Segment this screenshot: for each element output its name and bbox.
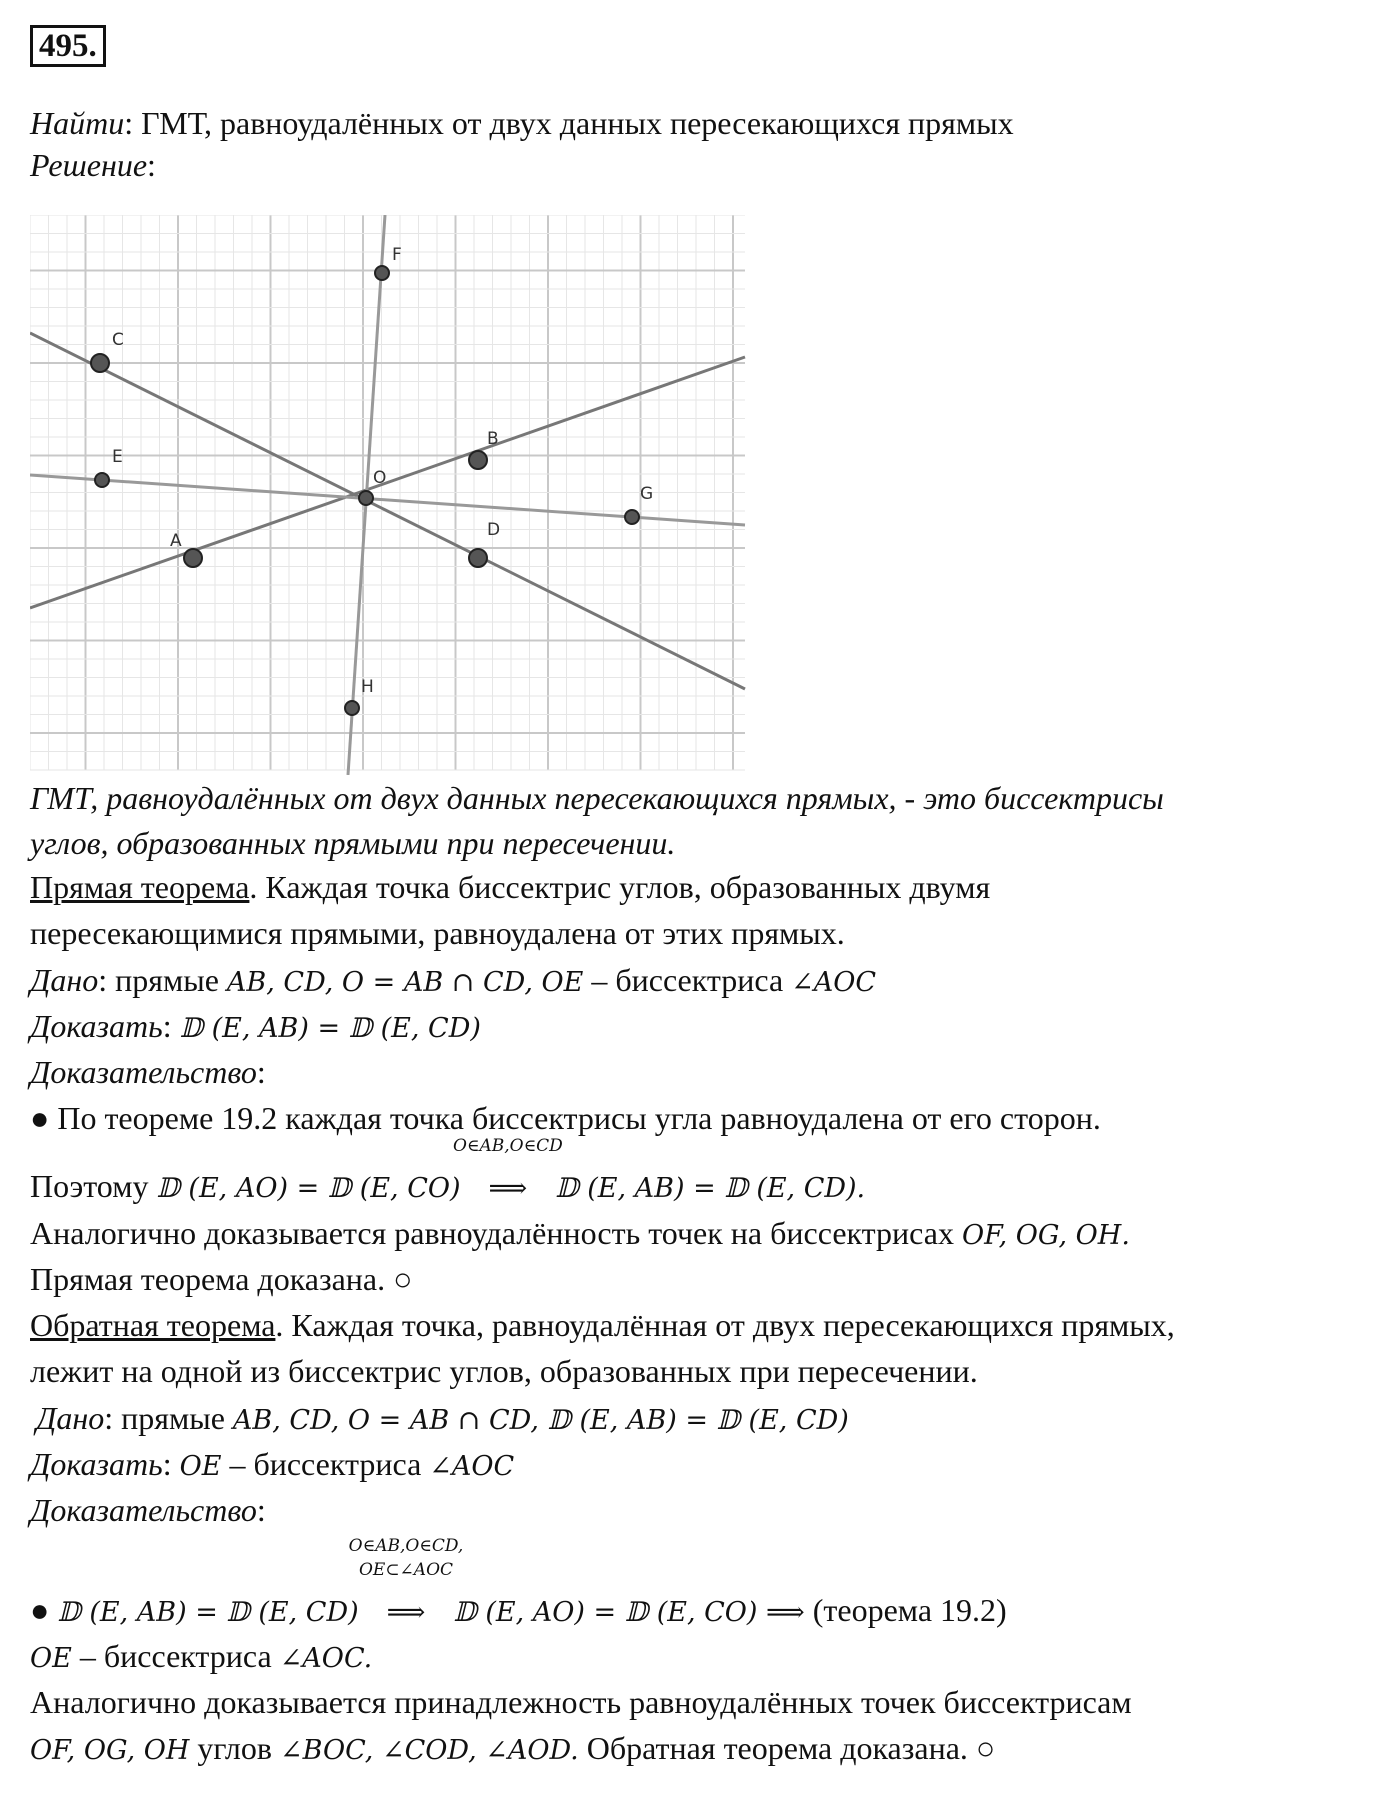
proof-2-conclusion-text: – биссектриса [71, 1638, 280, 1674]
point-b [469, 451, 487, 469]
solution-label: Решение [30, 147, 148, 183]
proof-2-conclusion-angle: ∠AOC. [279, 1643, 373, 1674]
proof-1-heading [30, 1052, 266, 1092]
find-label: Найти [30, 105, 125, 141]
label-e: E [112, 447, 123, 467]
point-g [625, 510, 639, 524]
given-2 [36, 1398, 849, 1441]
label-o: O [373, 468, 387, 488]
label-c: C [112, 330, 124, 350]
prove-1-math: 𝔻 (E, AB) = 𝔻 (E, CD) [179, 1013, 481, 1044]
implies-1 [452, 1136, 563, 1209]
gmt-line-1: ГМТ, равноудалённых от двух данных пересекающихся прямых, - это биссектрисы [30, 780, 1164, 816]
therefore-text: Поэтому [30, 1168, 157, 1204]
colon: : [162, 1446, 172, 1482]
label-d: D [487, 520, 501, 540]
colon: : [256, 1054, 266, 1090]
given-2-label: Дано [36, 1400, 105, 1436]
point-c [91, 354, 109, 372]
prove-2-math: OE [179, 1451, 222, 1482]
prove-1 [30, 1006, 481, 1049]
given-1-dash: – биссектриса [583, 962, 792, 998]
colon: : [256, 1492, 266, 1528]
direct-theorem-label: Прямая теорема [30, 869, 250, 905]
proof-2-left: 𝔻 (E, AB) = 𝔻 (E, CD) [57, 1597, 359, 1628]
label-b: B [487, 429, 499, 449]
label-a: A [170, 531, 182, 551]
direct-theorem-line-2: пересекающимися прямыми, равноудалена от этих прямых. [30, 915, 845, 951]
colon: : [147, 147, 156, 183]
point-h [345, 701, 359, 715]
label-f: F [392, 245, 402, 265]
proof-1-therefore [30, 1136, 866, 1209]
proof-2-conclusion-math: OE [30, 1643, 72, 1674]
proof-2-line-1 [30, 1536, 1007, 1633]
given-label: Дано [30, 962, 99, 998]
find-text: : ГМТ, равноудалённых от двух данных пересекающихся прямых [124, 105, 1014, 141]
point-d [469, 549, 487, 567]
given-1-math: AB, CD, O = AB ∩ CD, OE [226, 967, 584, 998]
converse-similar-line-2 [30, 1728, 995, 1771]
direct-proven: Прямая теорема доказана. ○ [30, 1261, 413, 1297]
colon: : [162, 1008, 172, 1044]
prove-2 [30, 1444, 514, 1487]
proof-2-conclusion [30, 1636, 372, 1679]
converse-theorem-line-1 [30, 1305, 1175, 1345]
proof-2-right: 𝔻 (E, AO) = 𝔻 (E, CO) ⟹ [453, 1597, 805, 1628]
point-a [184, 549, 202, 567]
given-1-angle: ∠AOC [791, 967, 877, 998]
problem-number: 495. [30, 25, 106, 67]
implies-2-cond-line-1: O∈AB,O∈CD, [348, 1536, 464, 1556]
given-2-prefix: : прямые [104, 1400, 233, 1436]
given-2-math: AB, CD, O = AB ∩ CD, 𝔻 (E, AB) = 𝔻 (E, CD) [232, 1405, 849, 1436]
prove-2-label: Доказать [30, 1446, 163, 1482]
point-e [95, 473, 109, 487]
point-o [359, 491, 373, 505]
converse-similar-line-1: Аналогично доказывается принадлежность равноудалённых точек биссектрисам [30, 1684, 1132, 1720]
proof-1-line-1: ● По теореме 19.2 каждая точка биссектрисы угла равноудалена от его сторон. [30, 1100, 1101, 1136]
proof-1-similar-math: OF, OG, OH. [961, 1220, 1130, 1251]
converse-text-1: . Каждая точка, равноудалённая от двух пересекающихся прямых, [275, 1307, 1175, 1343]
find-line [30, 103, 1014, 143]
implies-1-condition: O∈AB,O∈CD [452, 1136, 563, 1156]
proof-1-left: 𝔻 (E, AO) = 𝔻 (E, CO) [156, 1173, 461, 1204]
label-g: G [640, 484, 654, 504]
implies-2-arrow: ⟹ [386, 1597, 426, 1628]
solution-line [30, 145, 156, 185]
implies-2-condition [349, 1534, 464, 1582]
direct-theorem-line-1 [30, 867, 990, 907]
converse-theorem-label: Обратная теорема [30, 1307, 276, 1343]
proof-1-similar [30, 1213, 1130, 1256]
geometry-figure [30, 215, 750, 775]
proof-2-heading [30, 1490, 266, 1530]
grid [30, 215, 745, 770]
label-h: H [361, 677, 374, 697]
proof-2-bullet: ● [30, 1592, 58, 1628]
prove-label: Доказать [30, 1008, 163, 1044]
converse-similar-math: OF, OG, OH [30, 1735, 190, 1766]
given-prefix: : прямые [98, 962, 227, 998]
point-labels [112, 245, 653, 697]
proof-1-similar-text: Аналогично доказывается равноудалённость точек на биссектрисах [30, 1215, 962, 1251]
implies-2-cond-line-2: OE⊂∠AOC [358, 1560, 454, 1580]
prove-2-text: – биссектриса [221, 1446, 430, 1482]
lines [30, 215, 745, 775]
direct-theorem-text-1: . Каждая точка биссектрис углов, образованных двумя [249, 869, 991, 905]
proof-2-label: Доказательство [30, 1492, 257, 1528]
prove-2-angle: ∠AOC [429, 1451, 515, 1482]
implies-1-arrow: ⟹ [488, 1173, 528, 1204]
points [91, 266, 639, 715]
converse-proven: Обратная теорема доказана. ○ [578, 1730, 996, 1766]
implies-2 [348, 1536, 464, 1633]
given-1 [30, 960, 876, 1003]
gmt-line-2: углов, образованных прямыми при пересечении. [30, 825, 676, 861]
point-f [375, 266, 389, 280]
proof-label: Доказательство [30, 1054, 257, 1090]
converse-similar-angles: ∠BOC, ∠COD, ∠AOD. [280, 1735, 579, 1766]
converse-theorem-line-2: лежит на одной из биссектрис углов, образованных при пересечении. [30, 1353, 978, 1389]
converse-similar-mid: углов [189, 1730, 280, 1766]
proof-1-right: 𝔻 (E, AB) = 𝔻 (E, CD). [555, 1173, 866, 1204]
proof-2-theorem: (теорема 19.2) [804, 1592, 1007, 1628]
